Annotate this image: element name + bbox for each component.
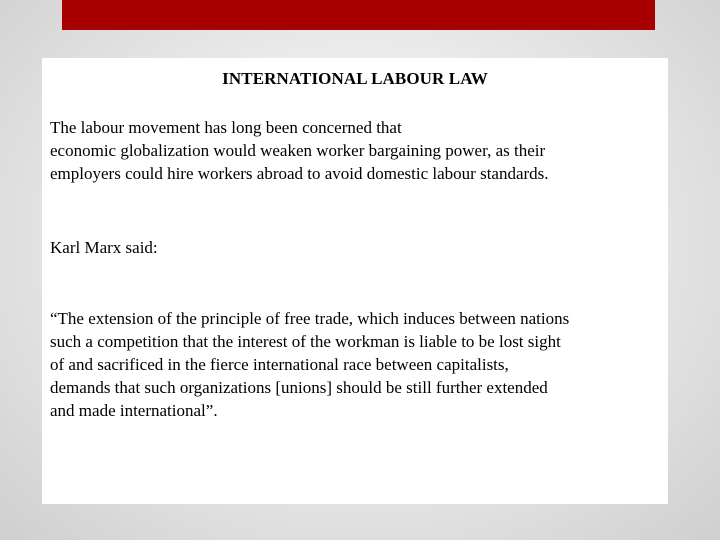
quote-attribution: Karl Marx said: [50, 238, 158, 257]
content-panel [42, 58, 668, 504]
accent-bar [62, 0, 655, 30]
quote-paragraph: “The extension of the principle of free trade, which induces between nations such a competition that the interest of the workman is liable to be lost sight of and sacrificed in the fierce international race between capitalists, demands that such organizations [unions] should be still further extended and made international”. [50, 309, 570, 420]
intro-paragraph: The labour movement has long been concerned that economic globalization would weaken worker bargaining power, as their employers could hire workers abroad to avoid domestic labour standards. [50, 118, 549, 183]
slide-title: INTERNATIONAL LABOUR LAW [222, 69, 488, 88]
